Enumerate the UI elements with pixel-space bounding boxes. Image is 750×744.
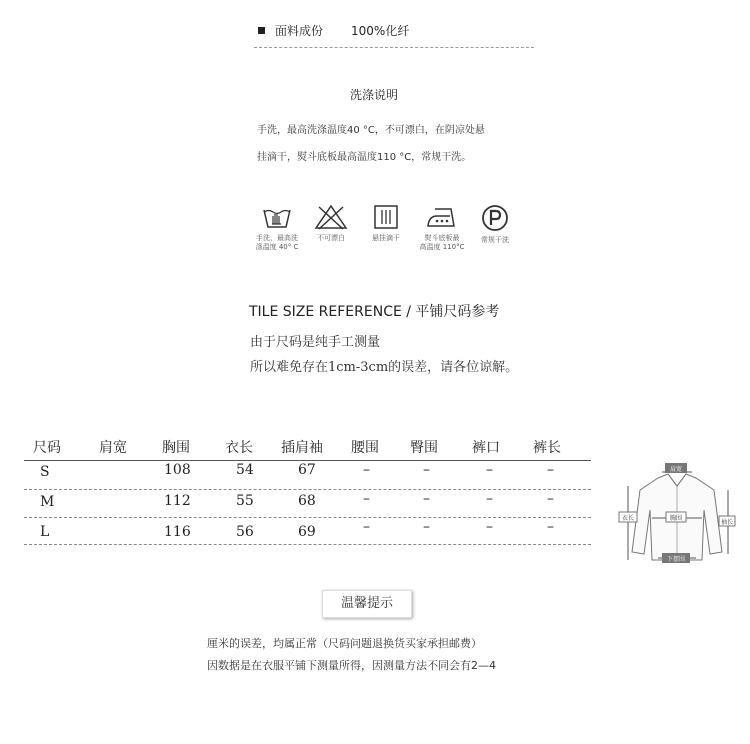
cell-size: M — [40, 494, 55, 510]
cell-sleeve: 69 — [298, 524, 316, 540]
divider — [254, 47, 534, 48]
header-pant-hem: 裤口 — [472, 440, 500, 456]
header-sleeve: 插肩袖 — [281, 440, 323, 456]
hand-wash-icon — [261, 204, 293, 230]
warm-tips-button: 温馨提示 — [322, 590, 412, 618]
cell-hem: – — [486, 519, 493, 535]
cell-hip: – — [423, 491, 430, 507]
garment-measure-diagram — [618, 460, 736, 568]
care-caption: 悬挂滴干 — [372, 234, 400, 242]
care-iron — [412, 204, 472, 252]
header-waist: 腰围 — [351, 440, 379, 456]
cell-sleeve: 68 — [298, 493, 316, 509]
care-caption: 常规干洗 — [481, 236, 509, 244]
cell-chest: 108 — [164, 462, 191, 478]
cell-length: 56 — [236, 524, 254, 540]
hang-dry-icon — [372, 204, 400, 230]
header-hip: 臀围 — [410, 440, 438, 456]
cell-length: 54 — [236, 462, 254, 478]
cell-pants: – — [547, 462, 554, 478]
header-pant-length: 裤长 — [533, 440, 561, 456]
no-bleach-icon — [314, 204, 348, 230]
cell-waist: – — [363, 462, 370, 478]
bullet-square-icon — [258, 27, 265, 34]
dry-clean-icon — [481, 204, 509, 232]
care-dry-clean — [465, 204, 525, 245]
care-no-bleach — [301, 204, 361, 243]
row-divider — [24, 517, 591, 518]
header-shoulder: 肩宽 — [99, 440, 127, 456]
table-header-line — [24, 460, 591, 461]
row-divider — [24, 489, 591, 490]
size-title: TILE SIZE REFERENCE / 平铺尺码参考 — [249, 304, 500, 320]
fabric-composition — [258, 22, 409, 39]
header-size: 尺码 — [33, 440, 61, 456]
care-hang-dry — [356, 204, 416, 243]
cell-size: S — [40, 464, 50, 480]
diagram-sleeve-label: 袖长 — [720, 519, 734, 526]
size-note-1: 由于尺码是纯手工测量 — [250, 335, 381, 350]
cell-hip: – — [423, 462, 430, 478]
care-caption: 熨斗底板最 高温度 110°C — [419, 234, 465, 251]
cell-sleeve: 67 — [298, 462, 316, 478]
cell-waist: – — [363, 491, 370, 507]
cell-hem: – — [486, 462, 493, 478]
cell-pants: – — [547, 491, 554, 507]
cell-chest: 112 — [164, 493, 191, 509]
cell-size: L — [40, 524, 50, 540]
fabric-value: 100%化纤 — [351, 24, 410, 38]
cell-hip: – — [423, 519, 430, 535]
header-chest: 胸围 — [162, 440, 190, 456]
row-divider — [24, 544, 591, 545]
cell-waist: – — [363, 519, 370, 535]
diagram-shoulder-label: 肩宽 — [669, 466, 683, 473]
care-caption: 不可漂白 — [317, 234, 345, 242]
cell-hem: – — [486, 491, 493, 507]
tips-line-1: 厘米的误差，均属正常（尺码问题退换货买家承担邮费） — [207, 637, 482, 650]
fabric-label: 面料成份 — [275, 24, 324, 38]
care-caption: 手洗，最高洗 涤温度 40° C — [255, 234, 299, 251]
cell-chest: 116 — [164, 524, 191, 540]
cell-length: 55 — [236, 493, 254, 509]
diagram-hem-label: 下摆围 — [666, 556, 686, 563]
wash-line-1: 手洗，最高洗涤温度40 °C，不可漂白，在阴凉处悬 — [257, 125, 485, 136]
cell-pants: – — [547, 519, 554, 535]
wash-line-2: 挂滴干，熨斗底板最高温度110 °C，常规干洗。 — [257, 152, 472, 163]
iron-icon — [425, 204, 459, 230]
tips-line-2: 因数据是在衣服平铺下测量所得，因测量方法不同会有2—4 — [207, 659, 496, 672]
header-length: 衣长 — [225, 440, 253, 456]
size-note-2: 所以难免存在1cm-3cm的误差，请各位谅解。 — [250, 360, 519, 375]
diagram-length-label: 衣长 — [621, 515, 635, 522]
care-hand-wash — [247, 204, 307, 252]
diagram-chest-label: 胸围 — [669, 515, 683, 522]
wash-title: 洗涤说明 — [350, 88, 399, 102]
